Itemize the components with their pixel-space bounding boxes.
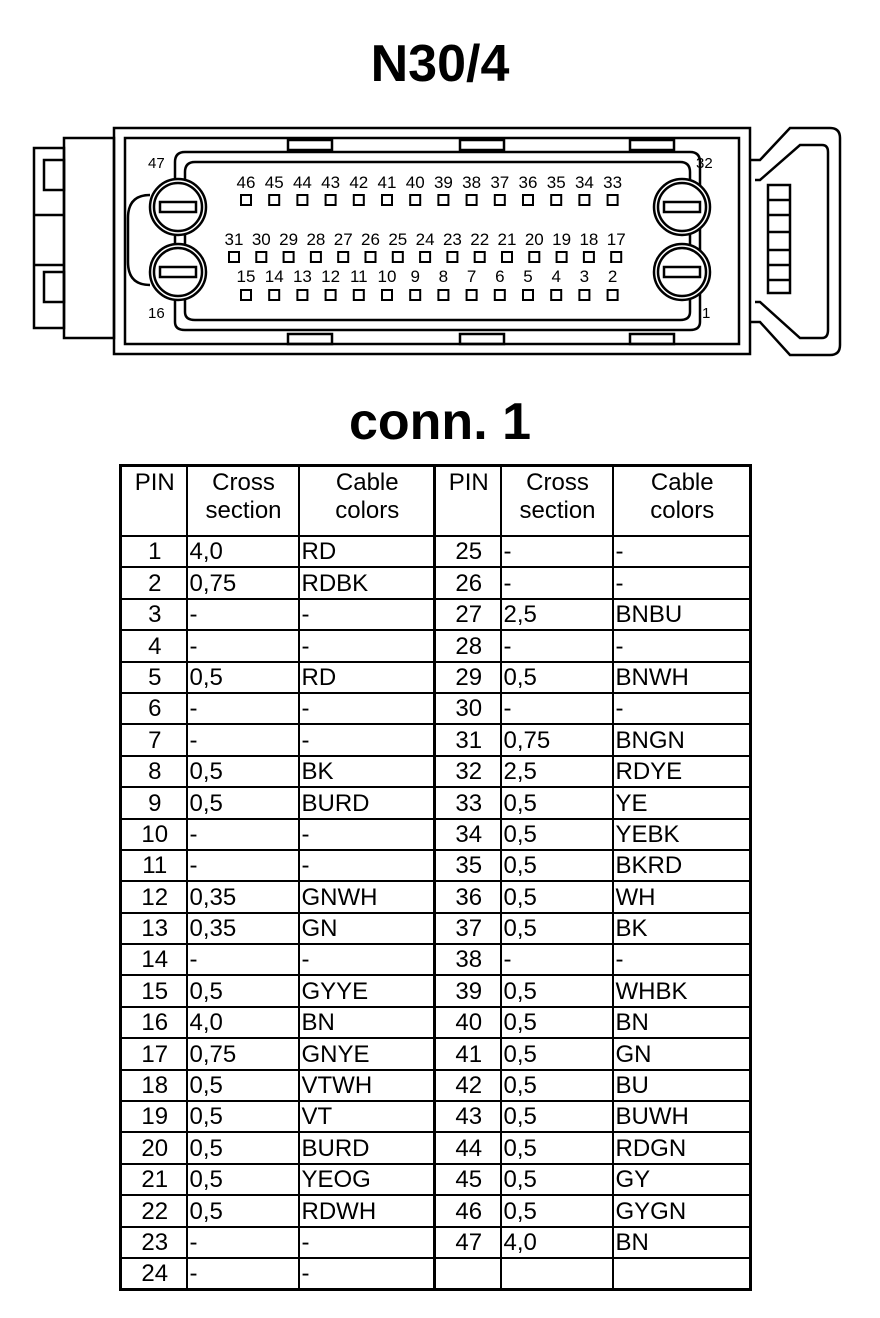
corner-label-1: 1: [702, 305, 711, 322]
cross-section: 0,5: [501, 1195, 613, 1226]
pin-table: [119, 464, 752, 1291]
pin-socket: [366, 252, 376, 262]
cable-color: BURD: [299, 1132, 435, 1163]
cable-color: -: [613, 536, 751, 567]
pin-number: 1: [121, 536, 187, 567]
cross-section: 0,5: [187, 1195, 299, 1226]
cable-color: -: [299, 630, 435, 661]
cable-color: -: [299, 693, 435, 724]
cable-color: BN: [613, 1227, 751, 1258]
pin-label: 27: [333, 230, 353, 249]
table-row: [121, 1258, 751, 1290]
pin-label: 30: [251, 230, 271, 249]
cable-color: BUWH: [613, 1101, 751, 1132]
pin-label: 5: [523, 267, 533, 286]
cable-color: WHBK: [613, 975, 751, 1006]
table-row: [121, 693, 751, 724]
pin-socket: [410, 195, 420, 205]
cable-color: BNWH: [613, 662, 751, 693]
pin-socket: [382, 195, 392, 205]
pin-label: 40: [405, 173, 425, 192]
pin-socket: [551, 195, 561, 205]
table-row: [121, 1195, 751, 1226]
pin-label: 26: [361, 230, 380, 249]
pin-label: 43: [321, 173, 341, 192]
pin-number: 12: [121, 881, 187, 912]
pin-number: 27: [435, 599, 501, 630]
cable-color: -: [613, 567, 751, 598]
cable-color: -: [299, 599, 435, 630]
pin-label: 42: [349, 173, 369, 192]
pin-socket: [557, 252, 567, 262]
pin-label: 29: [279, 230, 299, 249]
pin-socket: [584, 252, 594, 262]
cross-section: 4,0: [501, 1227, 613, 1258]
pin-number: 20: [121, 1132, 187, 1163]
pin-socket: [438, 290, 448, 300]
pin-number: 46: [435, 1195, 501, 1226]
pin-socket: [475, 252, 485, 262]
pin-socket: [529, 252, 539, 262]
header-cross-section: Cross section: [501, 466, 613, 537]
cable-color: VTWH: [299, 1070, 435, 1101]
cable-color: YE: [613, 787, 751, 818]
cross-section: 0,5: [501, 975, 613, 1006]
cross-section: 0,5: [501, 787, 613, 818]
cable-color: BK: [299, 756, 435, 787]
pin-number: 28: [435, 630, 501, 661]
cable-color: BKRD: [613, 850, 751, 881]
pin-socket: [284, 252, 294, 262]
cable-color: VT: [299, 1101, 435, 1132]
pin-label: 38: [462, 173, 482, 192]
cross-section: -: [187, 630, 299, 661]
pin-label: 34: [574, 173, 594, 192]
pin-label: 4: [551, 267, 561, 286]
table-row: [121, 567, 751, 598]
pin-socket: [495, 195, 505, 205]
header-cable-colors: Cable colors: [299, 466, 435, 537]
cross-section: 2,5: [501, 599, 613, 630]
pin-label: 45: [264, 173, 284, 192]
pin-number: 19: [121, 1101, 187, 1132]
cross-section: -: [187, 724, 299, 755]
cross-section: 0,5: [187, 975, 299, 1006]
pin-socket: [297, 290, 307, 300]
cable-color: RDGN: [613, 1132, 751, 1163]
cross-section: -: [501, 630, 613, 661]
pin-socket: [420, 252, 430, 262]
cross-section: -: [187, 819, 299, 850]
cross-section: 0,5: [501, 1007, 613, 1038]
cross-section: 0,5: [501, 819, 613, 850]
table-row: [121, 1101, 751, 1132]
table-row: [121, 819, 751, 850]
pin-socket: [579, 195, 589, 205]
cable-color: [613, 1258, 751, 1290]
table-row: [121, 1227, 751, 1258]
cross-section: 0,5: [187, 1164, 299, 1195]
pin-socket: [447, 252, 457, 262]
connector-drawing: [0, 0, 880, 380]
pin-socket: [241, 195, 251, 205]
table-row: [121, 724, 751, 755]
cable-color: GN: [613, 1038, 751, 1069]
cable-color: WH: [613, 881, 751, 912]
cross-section: 0,5: [501, 913, 613, 944]
pin-socket: [354, 290, 364, 300]
cable-color: BU: [613, 1070, 751, 1101]
pin-label: 11: [349, 267, 368, 286]
cable-color: -: [299, 850, 435, 881]
pin-socket: [326, 195, 336, 205]
table-row: [121, 756, 751, 787]
pin-number: 43: [435, 1101, 501, 1132]
pin-label: 20: [524, 230, 544, 249]
pin-label: 13: [292, 267, 312, 286]
table-row: [121, 599, 751, 630]
cross-section: 0,5: [187, 1070, 299, 1101]
pin-socket: [354, 195, 364, 205]
table-row: [121, 850, 751, 881]
pin-socket: [551, 290, 561, 300]
cable-color: RDYE: [613, 756, 751, 787]
pin-number: 3: [121, 599, 187, 630]
pin-number: 17: [121, 1038, 187, 1069]
table-row: [121, 1007, 751, 1038]
cable-color: BK: [613, 913, 751, 944]
corner-label-47: 47: [148, 155, 165, 172]
table-row: [121, 1038, 751, 1069]
pin-number: 36: [435, 881, 501, 912]
cable-color: -: [299, 1258, 435, 1290]
cross-section: 0,5: [187, 1132, 299, 1163]
cross-section: -: [501, 693, 613, 724]
table-row: [121, 1070, 751, 1101]
cable-color: RDWH: [299, 1195, 435, 1226]
cross-section: 0,5: [501, 1101, 613, 1132]
cable-color: -: [299, 944, 435, 975]
pin-label: 12: [321, 267, 341, 286]
pin-number: 34: [435, 819, 501, 850]
cross-section: 4,0: [187, 536, 299, 567]
table-row: [121, 630, 751, 661]
pin-label: 21: [497, 230, 517, 249]
table-row: [121, 1164, 751, 1195]
table-header-row: [121, 466, 751, 537]
cable-color: -: [299, 1227, 435, 1258]
pin-socket: [467, 195, 477, 205]
pin-socket: [382, 290, 392, 300]
cable-color: YEOG: [299, 1164, 435, 1195]
pin-label: 6: [495, 267, 505, 286]
pin-number: 30: [435, 693, 501, 724]
pin-number: 25: [435, 536, 501, 567]
pin-socket: [256, 252, 266, 262]
pin-number: 40: [435, 1007, 501, 1038]
table-row: [121, 944, 751, 975]
pin-label: 8: [438, 267, 449, 286]
pin-socket: [311, 252, 321, 262]
pin-socket: [410, 290, 420, 300]
pin-number: 37: [435, 913, 501, 944]
cable-color: BN: [613, 1007, 751, 1038]
cross-section: 0,35: [187, 913, 299, 944]
cross-section: -: [187, 1227, 299, 1258]
pin-number: 6: [121, 693, 187, 724]
pin-number: 24: [121, 1258, 187, 1290]
pin-number: 5: [121, 662, 187, 693]
pin-label: 39: [433, 173, 453, 192]
corner-label-16: 16: [148, 305, 165, 322]
pin-label: 35: [546, 173, 566, 192]
cross-section: 0,5: [501, 1164, 613, 1195]
cable-color: BN: [299, 1007, 435, 1038]
cross-section: 0,5: [501, 662, 613, 693]
cable-color: RDBK: [299, 567, 435, 598]
pin-number: 14: [121, 944, 187, 975]
cross-section: 0,35: [187, 881, 299, 912]
header-pin: PIN: [435, 466, 501, 537]
pin-number: 26: [435, 567, 501, 598]
cable-color: RD: [299, 662, 435, 693]
cable-color: GNWH: [299, 881, 435, 912]
table-row: [121, 536, 751, 567]
cable-color: GYGN: [613, 1195, 751, 1226]
pin-label: 3: [579, 267, 590, 286]
pin-label: 10: [377, 267, 397, 286]
pin-label: 36: [518, 173, 538, 192]
cable-color: YEBK: [613, 819, 751, 850]
pin-number: 15: [121, 975, 187, 1006]
table-row: [121, 975, 751, 1006]
corner-label-32: 32: [696, 155, 713, 172]
pin-socket: [269, 195, 279, 205]
pin-label: 24: [415, 230, 435, 249]
pin-label: 2: [607, 267, 618, 286]
table-row: [121, 662, 751, 693]
cross-section: 0,5: [187, 662, 299, 693]
pin-socket: [608, 290, 618, 300]
pin-socket: [611, 252, 621, 262]
pin-number: 44: [435, 1132, 501, 1163]
cross-section: 4,0: [187, 1007, 299, 1038]
cross-section: -: [501, 944, 613, 975]
pin-label: 25: [388, 230, 408, 249]
pin-label: 19: [552, 230, 572, 249]
cross-section: 0,5: [501, 1070, 613, 1101]
pin-label: 23: [442, 230, 462, 249]
cable-color: -: [613, 630, 751, 661]
pin-number: 35: [435, 850, 501, 881]
cable-color: -: [613, 944, 751, 975]
cross-section: 0,5: [187, 1101, 299, 1132]
pin-socket: [241, 290, 251, 300]
pin-label: 22: [470, 230, 490, 249]
pin-number: 9: [121, 787, 187, 818]
connector-title: conn. 1: [348, 393, 532, 451]
pin-label: 7: [466, 267, 477, 286]
cable-color: GNYE: [299, 1038, 435, 1069]
pin-socket: [495, 290, 505, 300]
cross-section: 0,5: [187, 756, 299, 787]
cable-color: -: [299, 819, 435, 850]
pin-number: 31: [435, 724, 501, 755]
pin-socket: [326, 290, 336, 300]
pin-number: 13: [121, 913, 187, 944]
cable-color: GN: [299, 913, 435, 944]
pin-socket: [502, 252, 512, 262]
cable-color: BNGN: [613, 724, 751, 755]
cable-color: BNBU: [613, 599, 751, 630]
pin-socket: [229, 252, 239, 262]
pin-socket: [393, 252, 403, 262]
pin-label: 15: [236, 267, 256, 286]
pin-label: 41: [377, 173, 397, 192]
header-pin: PIN: [121, 466, 187, 537]
table-row: [121, 913, 751, 944]
cross-section: -: [187, 944, 299, 975]
pin-socket: [579, 290, 589, 300]
pin-label: 18: [579, 230, 599, 249]
pin-number: 29: [435, 662, 501, 693]
cross-section: 2,5: [501, 756, 613, 787]
table-row: [121, 1132, 751, 1163]
pin-number: 42: [435, 1070, 501, 1101]
cross-section: -: [501, 567, 613, 598]
pin-label: 31: [224, 230, 244, 249]
pin-socket: [438, 195, 448, 205]
cross-section: [501, 1258, 613, 1290]
pin-label: 14: [264, 267, 284, 286]
cable-color: BURD: [299, 787, 435, 818]
header-cable-colors: Cable colors: [613, 466, 751, 537]
pin-number: 16: [121, 1007, 187, 1038]
pin-socket: [467, 290, 477, 300]
cable-color: GY: [613, 1164, 751, 1195]
pin-socket: [297, 195, 307, 205]
pin-number: 45: [435, 1164, 501, 1195]
cross-section: -: [187, 1258, 299, 1290]
cable-color: RD: [299, 536, 435, 567]
pin-number: 21: [121, 1164, 187, 1195]
cross-section: -: [187, 599, 299, 630]
pin-number: 4: [121, 630, 187, 661]
pin-label: 37: [490, 173, 510, 192]
pin-number: 22: [121, 1195, 187, 1226]
pin-number: 10: [121, 819, 187, 850]
pin-label: 9: [410, 267, 420, 286]
cable-color: -: [613, 693, 751, 724]
page-title: N30/4: [370, 35, 510, 93]
pin-number: 18: [121, 1070, 187, 1101]
table-row: [121, 787, 751, 818]
cross-section: 0,5: [501, 881, 613, 912]
cross-section: 0,5: [501, 1132, 613, 1163]
pin-number: 32: [435, 756, 501, 787]
pin-label: 46: [236, 173, 256, 192]
pin-number: 38: [435, 944, 501, 975]
pin-number: 39: [435, 975, 501, 1006]
pin-number: 8: [121, 756, 187, 787]
pin-socket: [523, 290, 533, 300]
cross-section: 0,5: [501, 1038, 613, 1069]
pin-socket: [608, 195, 618, 205]
pin-number: 23: [121, 1227, 187, 1258]
pin-number: 41: [435, 1038, 501, 1069]
cable-color: -: [299, 724, 435, 755]
cross-section: -: [187, 850, 299, 881]
pin-number: 7: [121, 724, 187, 755]
table-row: [121, 881, 751, 912]
header-cross-section: Cross section: [187, 466, 299, 537]
pin-number: 11: [121, 850, 187, 881]
cross-section: -: [187, 693, 299, 724]
pin-socket: [269, 290, 279, 300]
pin-socket: [523, 195, 533, 205]
pin-number: 47: [435, 1227, 501, 1258]
cross-section: 0,75: [187, 567, 299, 598]
cross-section: 0,5: [187, 787, 299, 818]
pin-number: [435, 1258, 501, 1290]
pin-socket: [338, 252, 348, 262]
pin-label: 17: [606, 230, 626, 249]
cross-section: 0,75: [187, 1038, 299, 1069]
cross-section: 0,5: [501, 850, 613, 881]
cable-color: GYYE: [299, 975, 435, 1006]
pin-number: 33: [435, 787, 501, 818]
pin-number: 2: [121, 567, 187, 598]
cross-section: 0,75: [501, 724, 613, 755]
pin-label: 28: [306, 230, 326, 249]
cross-section: -: [501, 536, 613, 567]
pin-label: 44: [292, 173, 312, 192]
pin-label: 33: [603, 173, 623, 192]
